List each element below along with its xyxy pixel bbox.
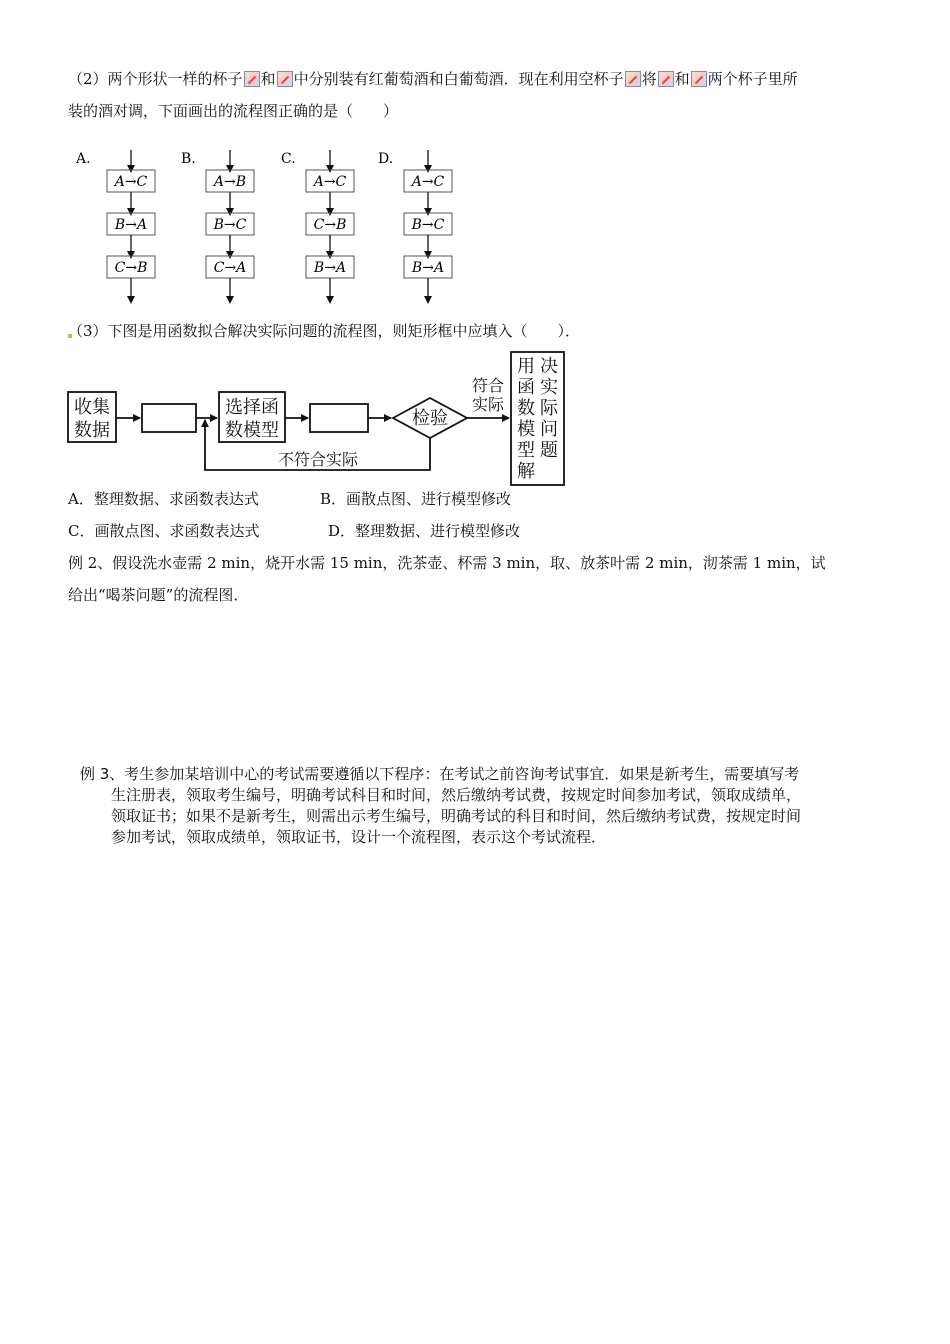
- ex3-paragraph: [80, 764, 900, 848]
- q2-jiang: 将: [641, 70, 657, 88]
- solve-char: 实: [540, 377, 558, 398]
- check-label: 检验: [412, 408, 448, 429]
- step-box: [306, 170, 354, 192]
- q2-line1: [68, 69, 798, 89]
- collect-line1: 收集: [74, 397, 110, 418]
- step-box: [404, 256, 452, 278]
- broken-image-icon: [625, 71, 641, 87]
- step-label: B→A: [114, 217, 148, 233]
- q3-choice-d: D．整理数据、进行模型修改: [328, 522, 521, 540]
- solve-char: 模: [517, 419, 535, 440]
- step-box: [404, 170, 452, 192]
- solve-char: 问: [540, 419, 558, 440]
- fit-line2: 实际: [471, 395, 505, 414]
- step-box: [206, 213, 254, 235]
- solve-box: [511, 352, 564, 485]
- q2-line1-suffix: 两个杯子里所: [707, 70, 798, 88]
- q3-choice-c: C．画散点图、求函数表达式: [68, 522, 260, 540]
- step-box: [404, 213, 452, 235]
- step-label: B→A: [411, 260, 445, 276]
- check-diamond: [393, 398, 467, 438]
- solve-char: 决: [540, 356, 558, 377]
- ex3-line1: 例 3、考生参加某培训中心的考试需要遵循以下程序：在考试之前咨询考试事宜．如果是新考生，需要填写考: [80, 765, 800, 783]
- step-label: C→B: [114, 260, 148, 276]
- solve-char: 解: [517, 461, 535, 482]
- step-label: C→B: [313, 217, 347, 233]
- q2-line1-prefix: （2）两个形状一样的杯子: [68, 70, 243, 88]
- solve-char: 型: [517, 440, 535, 461]
- q2-line1-mid: 中分别装有红葡萄酒和白葡萄酒．现在利用空杯子: [293, 70, 624, 88]
- collect-line2: 数据: [74, 420, 110, 441]
- step-box: [107, 213, 155, 235]
- not-fit-label: 不符合实际: [277, 450, 359, 469]
- broken-image-icon: [658, 71, 674, 87]
- ex3-line4: 参加考试，领取成绩单，领取证书，设计一个流程图，表示这个考试流程．: [111, 828, 607, 846]
- blank-box-2: [310, 404, 368, 432]
- q2-options-diagram: [0, 0, 950, 310]
- step-box: [206, 256, 254, 278]
- ex3-line3: 领取证书；如果不是新考生，则需出示考生编号，明确考试的科目和时间，然后缴纳考试费，按规定时间: [111, 807, 802, 825]
- step-label: A→C: [114, 174, 148, 190]
- ex2-line2: 给出“喝茶问题”的流程图．: [68, 586, 249, 604]
- solve-char: 数: [517, 398, 535, 419]
- step-box: [306, 213, 354, 235]
- step-label: B→C: [213, 217, 247, 233]
- q3-stem: （3）下图是用函数拟合解决实际问题的流程图，则矩形框中应填入（ ）．: [68, 322, 581, 340]
- broken-image-icon: [244, 71, 260, 87]
- solve-char: 函: [517, 377, 535, 398]
- option-label: A.: [76, 151, 91, 167]
- option-label: C.: [281, 151, 296, 167]
- broken-image-icon: [277, 71, 293, 87]
- q3-choice-b: B．画散点图、进行模型修改: [320, 490, 512, 508]
- choose-box: [219, 392, 285, 442]
- step-label: C→A: [213, 260, 247, 276]
- option-label: B.: [181, 151, 196, 167]
- step-label: A→C: [411, 174, 445, 190]
- q2-line2: 装的酒对调，下面画出的流程图正确的是（ ）: [68, 102, 399, 120]
- step-label: B→A: [313, 260, 347, 276]
- blank-box-1: [142, 404, 196, 432]
- ex2-line1: 例 2、假设洗水壶需 2 min，烧开水需 15 min，洗茶壶、杯需 3 min，取、放茶叶需 2 min，沏茶需 1 min，试: [68, 554, 826, 572]
- q2-and1: 和: [260, 70, 276, 88]
- step-box: [107, 170, 155, 192]
- collect-box: [68, 392, 116, 442]
- step-box: [206, 170, 254, 192]
- broken-image-icon: [691, 71, 707, 87]
- option-label: D.: [378, 151, 394, 167]
- step-label: A→C: [313, 174, 347, 190]
- step-label: A→B: [213, 174, 247, 190]
- fit-line1: 符合: [471, 376, 505, 395]
- q3-choice-a: A．整理数据、求函数表达式: [68, 490, 259, 508]
- q2-and2: 和: [674, 70, 690, 88]
- solve-char: 际: [540, 398, 558, 419]
- solve-char: 用: [517, 356, 535, 377]
- ex3-line2: 生注册表，领取考生编号，明确考试科目和时间，然后缴纳考试费，按规定时间参加考试，领取成绩单，: [111, 786, 802, 804]
- step-box: [107, 256, 155, 278]
- choose-line1: 选择函: [225, 397, 279, 418]
- solve-char: 题: [540, 440, 558, 461]
- choose-line2: 数模型: [225, 420, 279, 441]
- step-label: B→C: [411, 217, 445, 233]
- step-box: [306, 256, 354, 278]
